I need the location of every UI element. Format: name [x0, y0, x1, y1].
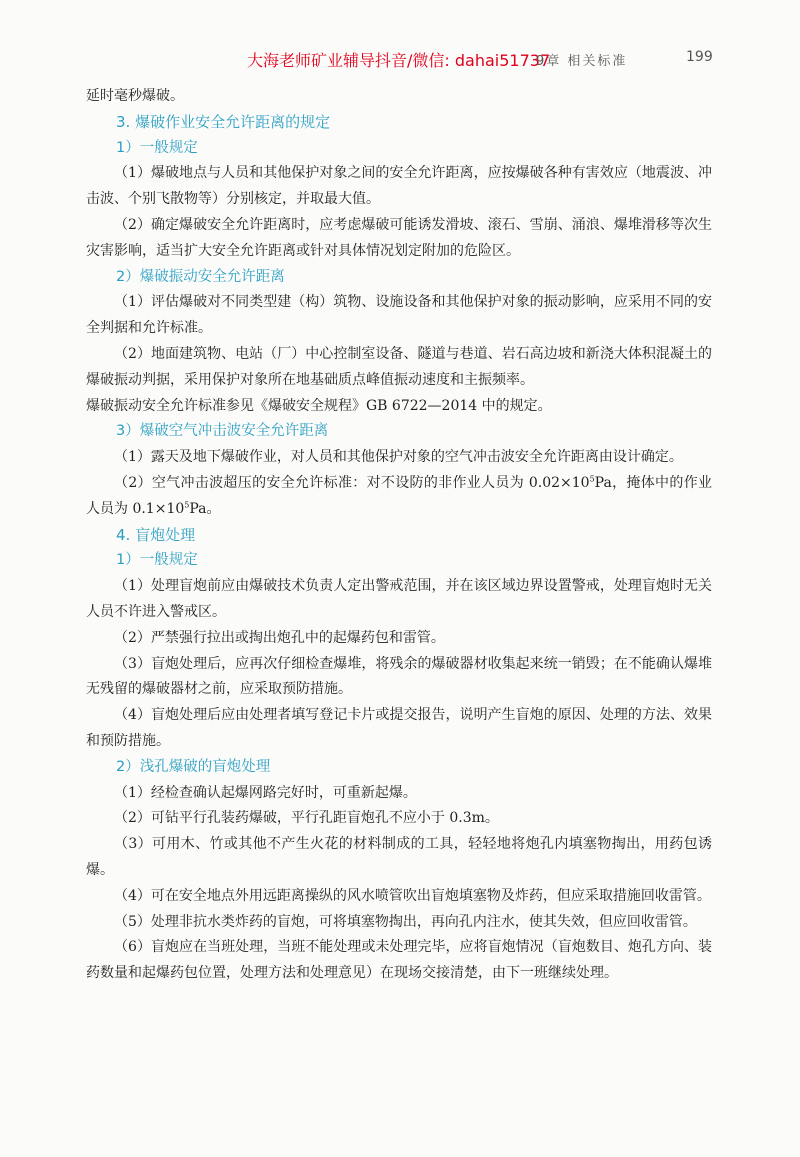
paragraph: （6）盲炮应在当班处理，当班不能处理或未处理完毕，应将盲炮情况（盲炮数目、炮孔方向、装药数量和起爆药包位置，处理方法和处理意见）在现场交接清楚，由下一班继续处理。 — [86, 939, 712, 982]
page-number: 199 — [686, 49, 713, 65]
paragraph: （1）经检查确认起爆网路完好时，可重新起爆。 — [114, 784, 417, 801]
paragraph-continued: 爆破振动安全允许标准参见《爆破安全规程》GB 6722—2014 中的规定。 — [86, 397, 552, 414]
superscript: 5 — [589, 474, 595, 484]
paragraph: （1）评估爆破对不同类型建（构）筑物、设施设备和其他保护对象的振动影响，应采用不同的安全判据和允许标准。 — [86, 294, 712, 337]
section-heading-4: 4. 盲炮处理 — [116, 525, 196, 544]
page-header — [0, 48, 800, 70]
text-run: Pa，掩体中的作业人员为 0.1×10 — [86, 474, 713, 517]
section-heading-3: 3. 爆破作业安全允许距离的规定 — [116, 112, 331, 131]
paragraph: （2）可钻平行孔装药爆破，平行孔距盲炮孔不应小于 0.3m。 — [114, 810, 499, 827]
paragraph: （1）露天及地下爆破作业，对人员和其他保护对象的空气冲击波安全允许距离由设计确定。 — [114, 449, 683, 466]
paragraph-continued: 延时毫秒爆破。 — [86, 88, 184, 104]
paragraph: （4）盲炮处理后应由处理者填写登记卡片或提交报告，说明产生盲炮的原因、处理的方法、效果和预防措施。 — [86, 707, 712, 749]
subsection-heading-4-1: 1）一般规定 — [116, 552, 198, 569]
superscript: 5 — [184, 500, 190, 510]
chapter-title: 9章 相关标准 — [536, 54, 628, 69]
text-run: （2）空气冲击波超压的安全允许标准：对不设防的非作业人员为 0.02×10 — [114, 474, 590, 491]
paragraph: （2）确定爆破安全允许距离时，应考虑爆破可能诱发滑坡、滚石、雪崩、涌浪、爆堆滑移等次生灾害影响，适当扩大安全允许距离或针对具体情况划定附加的危险区。 — [86, 216, 712, 259]
paragraph: （2）严禁强行拉出或掏出炮孔中的起爆药包和雷管。 — [114, 629, 445, 646]
paragraph: （4）可在安全地点外用远距离操纵的风水喷管吹出盲炮填塞物及炸药，但应采取措施回收雷管。 — [114, 887, 711, 904]
paragraph: （5）处理非抗水类炸药的盲炮，可将填塞物掏出，再向孔内注水，使其失效，但应回收雷管。 — [114, 913, 697, 930]
paragraph: （3）盲炮处理后，应再次仔细检查爆堆，将残余的爆破器材收集起来统一销毁；在不能确认爆堆无残留的爆破器材之前，应采取预防措施。 — [86, 655, 712, 698]
page-body — [86, 84, 712, 987]
subsection-heading-3-2: 2）爆破振动安全允许距离 — [116, 268, 285, 285]
paragraph: （1）处理盲炮前应由爆破技术负责人定出警戒范围，并在该区域边界设置警戒，处理盲炮时无关人员不许进入警戒区。 — [86, 578, 712, 620]
paragraph: （2）地面建筑物、电站（厂）中心控制室设备、隧道与巷道、岩石高边坡和新浇大体积混凝土的爆破振动判据，采用保护对象所在地基础质点峰值振动速度和主振频率。 — [86, 345, 712, 388]
paragraph-overpressure — [86, 471, 712, 523]
paragraph: （1）爆破地点与人员和其他保护对象之间的安全允许距离，应按爆破各种有害效应（地震波、冲击波、个别飞散物等）分别核定，并取最大值。 — [86, 165, 712, 208]
subsection-heading-3-3: 3）爆破空气冲击波安全允许距离 — [116, 423, 329, 440]
subsection-heading-3-1: 1）一般规定 — [116, 139, 198, 156]
subsection-heading-4-2: 2）浅孔爆破的盲炮处理 — [116, 758, 271, 775]
watermark-text: 大海老师矿业辅导抖音/微信: dahai51737 — [247, 51, 551, 70]
paragraph: （3）可用木、竹或其他不产生火花的材料制成的工具，轻轻地将炮孔内填塞物掏出，用药包诱爆。 — [86, 836, 712, 878]
text-run: Pa。 — [189, 500, 221, 517]
